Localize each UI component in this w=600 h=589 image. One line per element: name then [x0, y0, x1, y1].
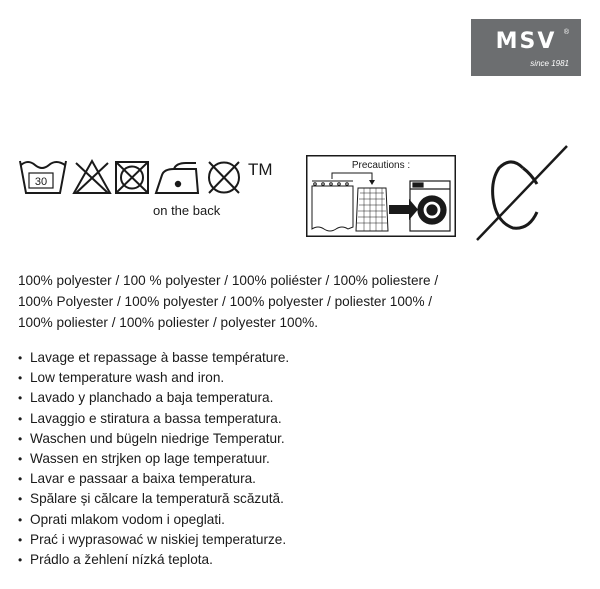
instruction-item: • Prádlo a žehlení nízká teplota.: [18, 550, 289, 570]
trademark-mark: TM: [248, 160, 273, 179]
composition-text: [18, 270, 588, 333]
wash-30-icon: [20, 161, 66, 193]
instruction-item: • Low temperature wash and iron.: [18, 368, 289, 388]
precautions-panel: [306, 155, 456, 237]
care-note: on the back: [153, 203, 221, 218]
instruction-item: • Spălare și călcare la temperatură scăzută.: [18, 489, 289, 509]
registered-mark: ®: [563, 29, 569, 36]
instruction-item: • Prać i wyprasować w niskiej temperaturze.: [18, 530, 289, 550]
care-instructions-list: [18, 348, 289, 570]
brand-logo: [471, 19, 581, 76]
instruction-item: • Lavage et repassage à basse température.: [18, 348, 289, 368]
instruction-item: • Lavaggio e stiratura a bassa temperatura.: [18, 409, 289, 429]
no-hooks-icon: [471, 140, 571, 245]
instruction-item: • Lavar e passaar a baixa temperatura.: [18, 469, 289, 489]
instruction-item: • Waschen und bügeln niedrige Temperatur.: [18, 429, 289, 449]
composition-line: 100% polyester / 100 % polyester / 100% poliéster / 100% poliestere /: [18, 273, 439, 288]
iron-low-icon: [156, 163, 198, 193]
instruction-item: • Wassen en strjken op lage temperatuur.: [18, 449, 289, 469]
care-symbols: [18, 153, 258, 205]
composition-line: 100% Polyester / 100% polyester / 100% polyester / poliester 100% /: [18, 294, 433, 309]
no-bleach-icon: [74, 161, 110, 193]
instruction-item: • Lavado y planchado a baja temperatura.: [18, 388, 289, 408]
no-dry-clean-icon: [209, 162, 239, 193]
brand-name: MSV: [495, 29, 557, 54]
wash-temp-label: 30: [34, 176, 48, 188]
brand-tagline: since 1981: [530, 59, 569, 68]
instruction-item: • Oprati mlakom vodom i opeglati.: [18, 510, 289, 530]
precautions-title: Precautions :: [351, 160, 411, 171]
no-tumble-dry-icon: [116, 162, 148, 193]
composition-line: 100% poliester / 100% poliester / polyester 100%.: [18, 315, 318, 330]
